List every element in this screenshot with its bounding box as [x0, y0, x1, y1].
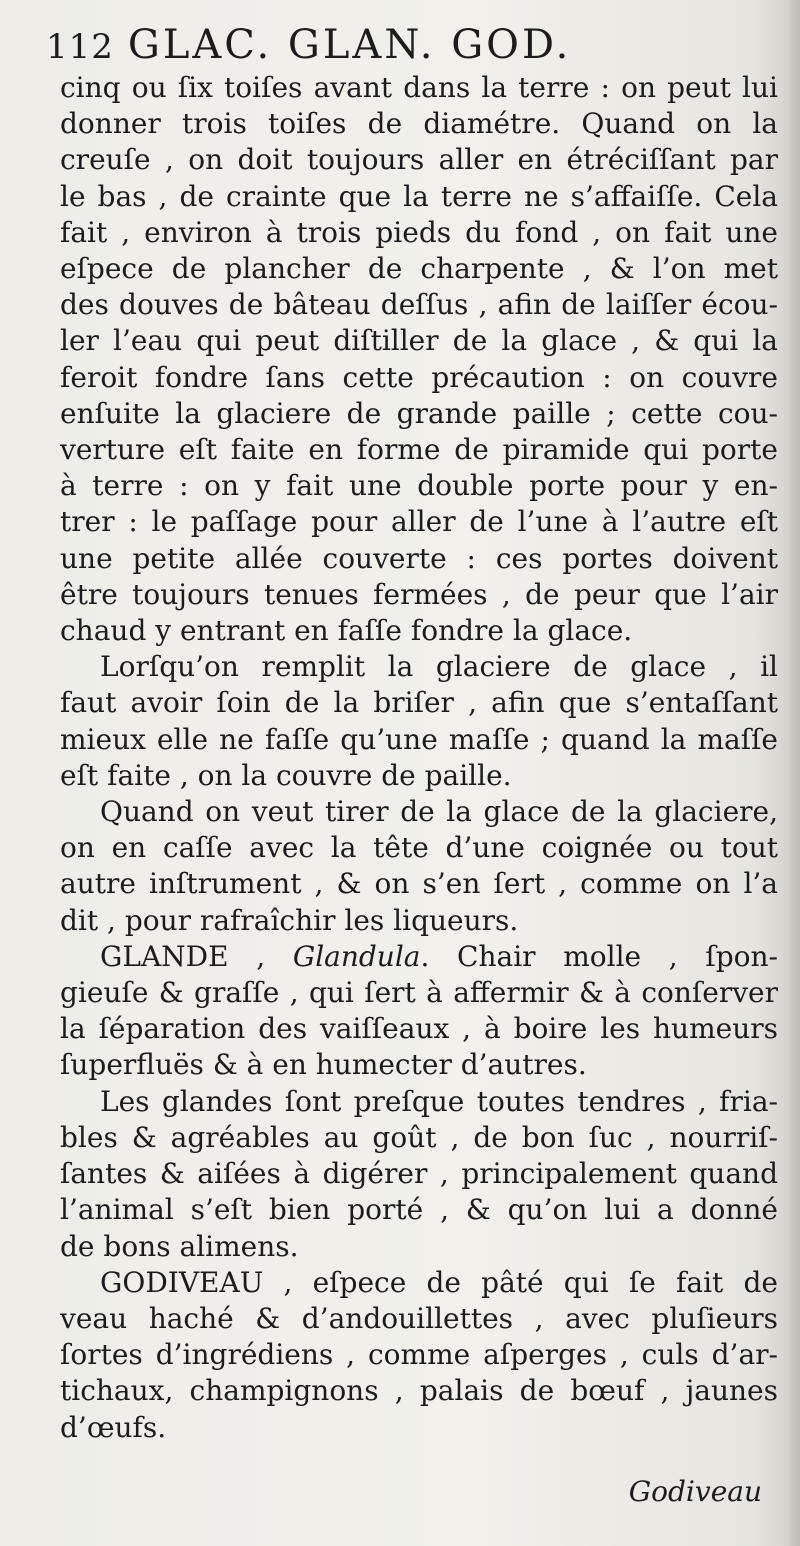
text-line: bles & agréables au goût , de bon ſuc , nourriſ- [60, 1120, 778, 1154]
text-line: autre inſtrument , & on s’en ſert , comme on l’a [60, 867, 778, 901]
text-line: Lorſqu’on remplit la glaciere de glace , il [100, 650, 778, 684]
text-line: veau haché & d’andouillettes , avec pluſieurs [60, 1301, 778, 1335]
text-line: feroit fondre ſans cette précaution : on couvre [60, 360, 778, 394]
text-line: faut avoir ſoin de la briſer , afin que s’entaſſant [60, 686, 778, 720]
text-line: d’œufs. [60, 1410, 167, 1444]
entry-godiveau [60, 1265, 778, 1446]
catchword: Godiveau [628, 1475, 762, 1508]
text-line: être toujours tenues fermées , de peur que l’air [60, 577, 778, 611]
text-line: Les glandes ſont preſque toutes tendres , fria- [100, 1084, 778, 1118]
text-line: tichaux, champignons , palais de bœuf , jaunes [60, 1374, 778, 1408]
paragraph-glandes [60, 1084, 778, 1265]
text-line: chaud y entrant en faſſe fondre la glace. [60, 614, 633, 648]
text-line: ſantes & aiſées à digérer , principalement quand [60, 1157, 778, 1191]
text-line: Quand on veut tirer de la glace de la glaciere, [100, 795, 778, 829]
text-line: creuſe , on doit toujours aller en étréciſſant par [60, 143, 778, 177]
text-line: GLANDE , Glandula. Chair molle , ſpon- [100, 939, 778, 973]
text-line: le bas , de crainte que la terre ne s’affaiſſe. Cela [60, 179, 778, 213]
paragraph-glaciere-construction [60, 70, 778, 649]
text-line: ſortes d’ingrédiens , comme aſperges , culs d’ar- [60, 1338, 778, 1372]
text-line: enſuite la glaciere de grande paille ; cette cou- [60, 396, 778, 430]
text-line: ler l’eau qui peut diſtiller de la glace , & qui la [60, 324, 778, 358]
text-line: la ſéparation des vaiſſeaux , à boire les humeurs [60, 1012, 778, 1046]
text-line: l’animal s’eſt bien porté , & qu’on lui a donné [60, 1193, 778, 1227]
text-line: eſpece de plancher de charpente , & l’on met [60, 252, 778, 286]
text-line: gieuſe & graſſe , qui ſert à affermir & à conſerver [60, 976, 778, 1010]
text-line: une petite allée couverte : ces portes doivent [60, 541, 778, 575]
entry-glande [60, 939, 778, 1084]
text-line: dit , pour rafraîchir les liqueurs. [60, 903, 519, 937]
page-edge-shadow [786, 0, 800, 1546]
running-title: GLAC. GLAN. GOD. [127, 22, 572, 68]
text-line: GODIVEAU , eſpece de pâté qui ſe fait de [100, 1265, 778, 1299]
paragraph-filling [60, 649, 778, 794]
text-line: eſt faite , on la couvre de paille. [60, 758, 512, 792]
text-line: trer : le paſſage pour aller de l’une à l’autre eſt [60, 505, 778, 539]
body-text [60, 70, 778, 1446]
paragraph-drawing-ice [60, 794, 778, 939]
text-line: on en caſſe avec la tête d’une coignée ou tout [60, 831, 778, 865]
text-line: verture eſt faite en forme de piramide qui porte [60, 433, 778, 467]
text-line: cinq ou ſix toiſes avant dans la terre : on peut lui [60, 71, 778, 104]
text-line: des douves de bâteau deſſus , afin de laiſſer écou- [60, 288, 778, 322]
text-line: fait , environ à trois pieds du fond , on fait une [60, 215, 778, 249]
text-line: de bons alimens. [60, 1229, 299, 1263]
text-line: donner trois toiſes de diamétre. Quand on la [60, 107, 778, 141]
latin-term: Glandula [292, 939, 421, 973]
page-number: 112 [46, 27, 114, 67]
text-line: ſuperfluës & à en humecter d’autres. [60, 1048, 587, 1082]
text-line: mieux elle ne faſſe qu’une maſſe ; quand la maſſe [60, 722, 778, 756]
text-line: à terre : on y fait une double porte pour y en- [60, 469, 778, 503]
